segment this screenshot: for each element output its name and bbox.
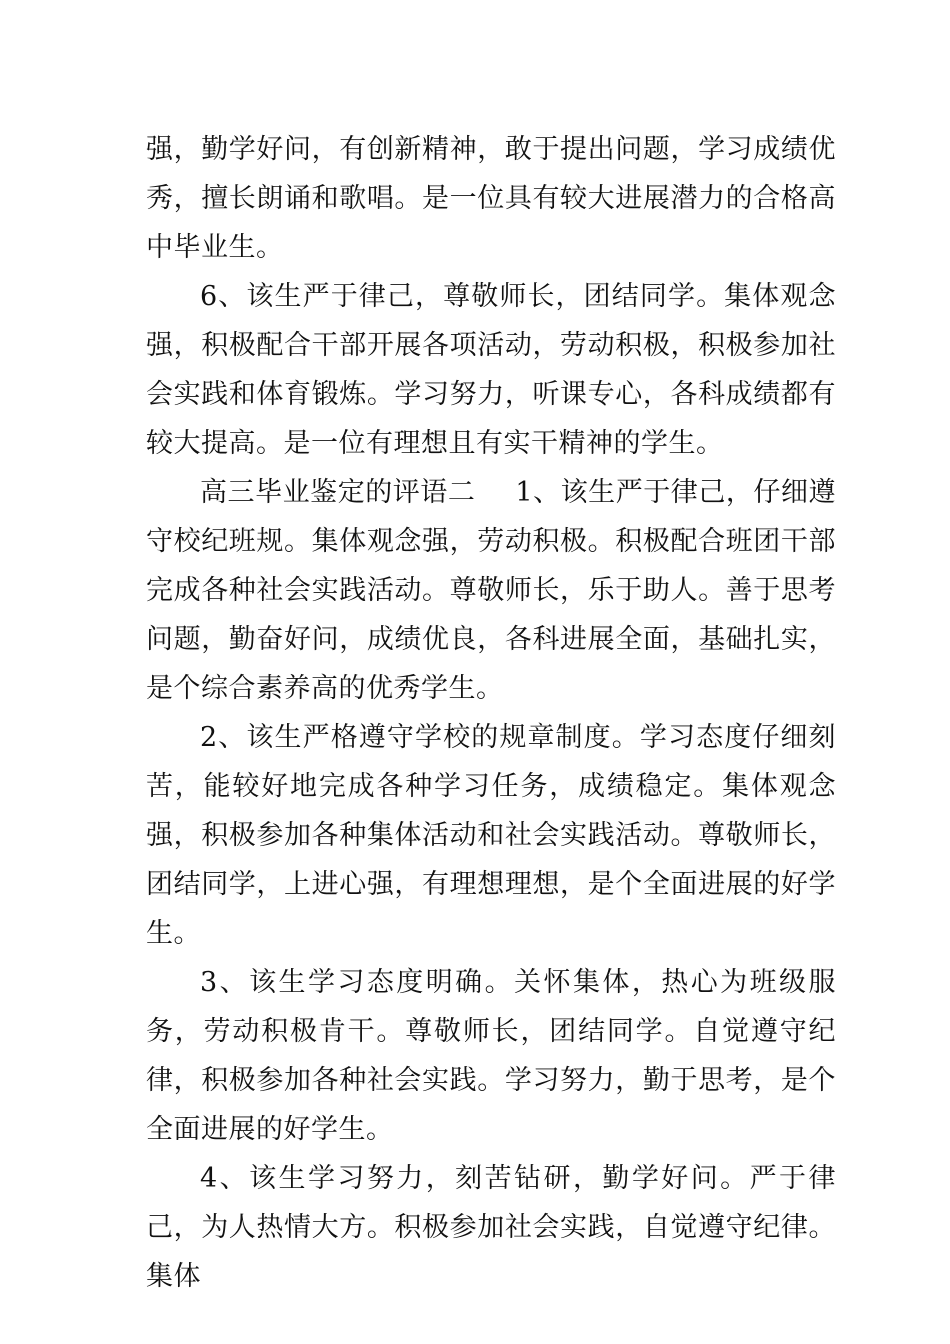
paragraph-item-6: 6、该生严于律己，尊敬师长，团结同学。集体观念强，积极配合干部开展各项活动，劳动积极，积极参加社会实践和体育锻炼。学习努力，听课专心，各科成绩都有较大提高。是一位有理想且有实干精神的学生。 [146, 281, 836, 459]
paragraph-item-2: 2、该生严格遵守学校的规章制度。学习态度仔细刻苦，能较好地完成各种学习任务，成绩稳定。集体观念强，积极参加各种集体活动和社会实践活动。尊敬师长，团结同学，上进心强，有理想理想，是个全面进展的好学生。 [146, 722, 836, 949]
paragraph-item-3: 3、该生学习态度明确。关怀集体，热心为班级服务，劳动积极肯干。尊敬师长，团结同学。自觉遵守纪律，积极参加各种社会实践。学习努力，勤于思考，是个全面进展的好学生。 [146, 967, 836, 1145]
paragraph-section-two [146, 468, 836, 713]
paragraph-item-4: 4、该生学习努力，刻苦钻研，勤学好问。严于律己，为人热情大方。积极参加社会实践，自觉遵守纪律。集体 [146, 1163, 836, 1292]
document-body [146, 125, 836, 1301]
paragraph-continuation: 强，勤学好问，有创新精神，敢于提出问题，学习成绩优秀，擅长朗诵和歌唱。是一位具有较大进展潜力的合格高中毕业生。 [146, 134, 836, 263]
section-item-1: 1、该生严于律己，仔细遵守校纪班规。集体观念强，劳动积极。积极配合班团干部完成各种社会实践活动。尊敬师长，乐于助人。善于思考问题，勤奋好问，成绩优良，各科进展全面，基础扎实，是个综合素养高的优秀学生。 [146, 477, 836, 704]
section-title: 高三毕业鉴定的评语二 [200, 477, 476, 508]
